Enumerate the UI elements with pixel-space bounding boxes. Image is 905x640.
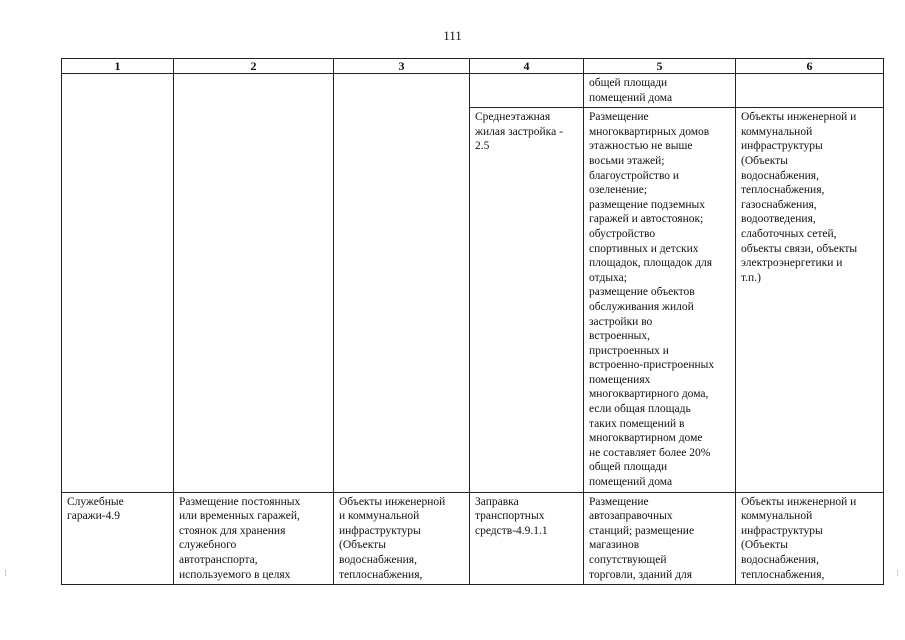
cell-continued-col4 bbox=[470, 74, 584, 108]
table-row bbox=[62, 492, 884, 585]
zoning-table bbox=[61, 58, 884, 585]
cell-garages-description: Размещение постоянных или временных гаражей, стоянок для хранения служебного автотранспорта, используемого в целях bbox=[174, 492, 334, 585]
cell-fuel-description: Размещение автозаправочных станций; размещение магазинов сопутствующей торговли, зданий для bbox=[584, 492, 736, 585]
page-number: 111 bbox=[443, 28, 462, 43]
cell-continued-col5: общей площади помещений дома bbox=[584, 74, 736, 108]
cell-midrise-use: Среднеэтажная жилая застройка - 2.5 bbox=[470, 108, 584, 492]
cell-fuel-use: Заправка транспортных средств-4.9.1.1 bbox=[470, 492, 584, 585]
header-col-2: 2 bbox=[174, 59, 334, 74]
cell-garages-infrastructure: Объекты инженерной и коммунальной инфраструктуры (Объекты водоснабжения, теплоснабжения, bbox=[334, 492, 470, 585]
cell-continued-col2 bbox=[174, 74, 334, 493]
header-row bbox=[62, 59, 884, 74]
header-col-4: 4 bbox=[470, 59, 584, 74]
header-col-3: 3 bbox=[334, 59, 470, 74]
header-col-5: 5 bbox=[584, 59, 736, 74]
header-col-6: 6 bbox=[736, 59, 884, 74]
cell-continued-col3 bbox=[334, 74, 470, 493]
cell-fuel-infrastructure: Объекты инженерной и коммунальной инфраструктуры (Объекты водоснабжения, теплоснабжения, bbox=[736, 492, 884, 585]
cell-garages-name: Служебные гаражи-4.9 bbox=[62, 492, 174, 585]
table-row bbox=[62, 74, 884, 108]
header-col-1: 1 bbox=[62, 59, 174, 74]
left-edge-mark: ⁝ bbox=[4, 568, 7, 578]
cell-midrise-description: Размещение многоквартирных домов этажностью не выше восьми этажей; благоустройство и озеленение; размещение подземных гаражей и автостоянок; обустройство спортивных и детских площадок, площадок для отдыха; размещение объектов обслуживания жилой застройки во встроенных, пристроенных и встроенно-пристроенных помещениях многоквартирного дома, если общая площадь таких помещений в многоквартирном доме не составляет более 20% общей площади помещений дома bbox=[584, 108, 736, 492]
cell-continued-col6 bbox=[736, 74, 884, 108]
right-edge-mark: ⁝ bbox=[896, 568, 899, 578]
cell-midrise-infrastructure: Объекты инженерной и коммунальной инфраструктуры (Объекты водоснабжения, теплоснабжения, газоснабжения, водоотведения, слаботочных сетей, объекты связи, объекты электроэнергетики и т.п.) bbox=[736, 108, 884, 492]
cell-continued-col1 bbox=[62, 74, 174, 493]
